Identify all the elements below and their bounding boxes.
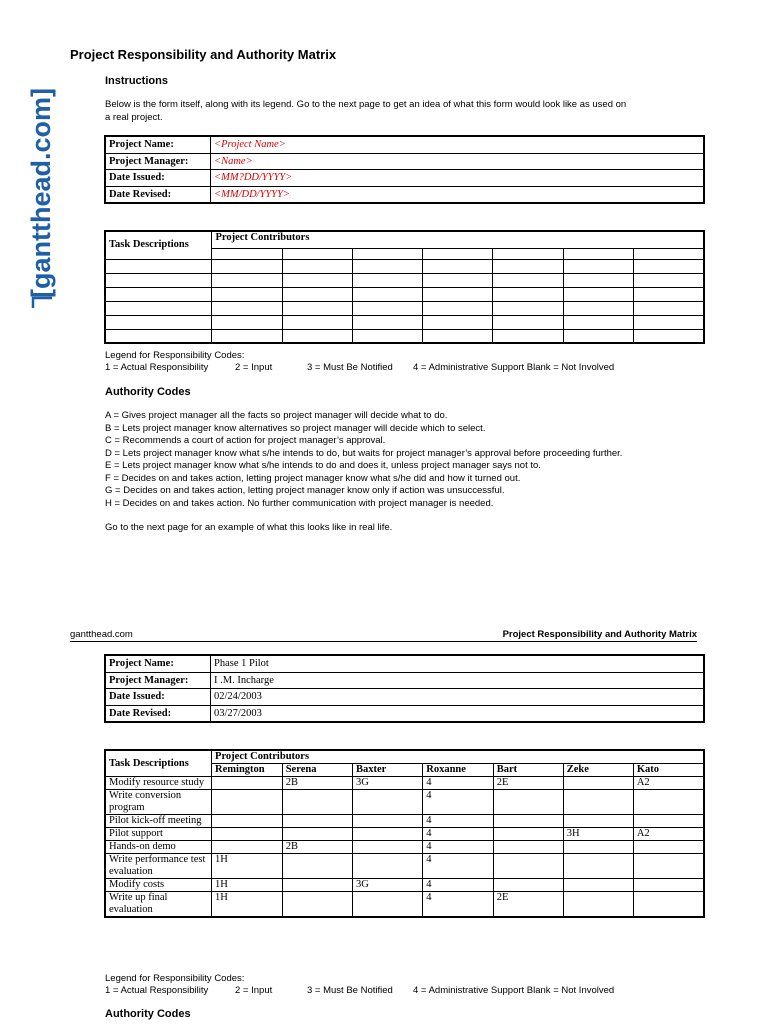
code-cell[interactable]: [212, 287, 282, 301]
code-cell[interactable]: 4: [423, 892, 493, 918]
code-cell[interactable]: [633, 841, 704, 854]
form-row: [105, 153, 704, 170]
code-cell[interactable]: 3G: [352, 777, 422, 790]
code-cell[interactable]: [633, 273, 704, 287]
code-cell[interactable]: [423, 315, 493, 329]
code-cell[interactable]: [212, 777, 283, 790]
code-cell[interactable]: [633, 854, 704, 879]
code-cell[interactable]: [212, 273, 282, 287]
contributor-name: Bart: [493, 764, 563, 777]
legend-code-4: 4 = Administrative Support Blank = Not Involved: [413, 361, 615, 373]
code-cell[interactable]: [563, 259, 633, 273]
code-cell[interactable]: [633, 329, 704, 343]
code-cell[interactable]: [563, 301, 633, 315]
code-cell[interactable]: 1H: [212, 879, 283, 892]
logo-text: [gantthead.com]: [26, 87, 56, 298]
legend-code-3: 3 = Must Be Notified: [307, 984, 393, 996]
code-cell[interactable]: [423, 287, 493, 301]
form-label: Project Name:: [105, 136, 211, 153]
code-cell[interactable]: 4: [423, 879, 493, 892]
header-divider: [70, 641, 697, 642]
table-row: [105, 854, 704, 879]
code-cell[interactable]: [493, 841, 563, 854]
contributor-cell[interactable]: [633, 248, 704, 259]
task-cell[interactable]: Pilot support: [105, 828, 212, 841]
code-cell[interactable]: [563, 315, 633, 329]
task-cell[interactable]: [105, 329, 212, 343]
code-cell[interactable]: [633, 315, 704, 329]
form-label: Date Issued:: [105, 170, 211, 187]
code-cell[interactable]: [493, 828, 563, 841]
code-cell[interactable]: [563, 841, 633, 854]
task-header: Task Descriptions: [105, 231, 212, 259]
code-cell[interactable]: [282, 815, 352, 828]
task-cell[interactable]: Write conversion program: [105, 790, 212, 815]
form-value[interactable]: <MM/DD/YYYY>: [211, 186, 705, 203]
authority-code: C = Recommends a court of action for project manager’s approval.: [105, 435, 386, 446]
contributor-cell[interactable]: [282, 248, 352, 259]
code-cell[interactable]: [282, 854, 352, 879]
code-cell[interactable]: A2: [633, 777, 704, 790]
code-cell[interactable]: [493, 879, 563, 892]
task-cell[interactable]: Write performance test evaluation: [105, 854, 212, 879]
code-cell[interactable]: 1H: [212, 892, 283, 918]
code-cell[interactable]: [212, 790, 283, 815]
code-cell[interactable]: [563, 273, 633, 287]
code-cell[interactable]: [282, 329, 352, 343]
authority-code: B = Lets project manager know alternatives so project manager will decide which to select.: [105, 422, 486, 434]
code-cell[interactable]: [212, 259, 282, 273]
code-cell[interactable]: 4: [423, 841, 493, 854]
code-cell[interactable]: [352, 790, 422, 815]
authority-code: D = Lets project manager know what s/he intends to do, but waits for project manager’s approval before proceeding further.: [105, 447, 623, 459]
table-row: [105, 815, 704, 828]
code-cell[interactable]: [633, 879, 704, 892]
code-cell[interactable]: [493, 315, 563, 329]
form-row: [105, 136, 704, 153]
instructions-line-2: a real project.: [105, 111, 163, 123]
code-cell[interactable]: [352, 273, 422, 287]
code-cell[interactable]: A2: [633, 828, 704, 841]
contributors-header: Project Contributors: [212, 750, 704, 764]
table-row: [105, 828, 704, 841]
code-cell[interactable]: [563, 777, 633, 790]
code-cell[interactable]: [282, 315, 352, 329]
authority-code: G = Decides on and takes action, letting project manager know only if action was unsuccessful.: [105, 485, 505, 496]
code-cell[interactable]: [423, 301, 493, 315]
code-cell[interactable]: [352, 815, 422, 828]
legend-code-2: 2 = Input: [235, 361, 273, 373]
code-cell[interactable]: 3G: [352, 879, 422, 892]
legend-code-1: 1 = Actual Responsibility: [105, 361, 209, 373]
code-cell[interactable]: [493, 815, 563, 828]
authority-code: A = Gives project manager all the facts so project manager will decide what to do.: [105, 410, 448, 421]
code-cell[interactable]: [352, 841, 422, 854]
project-info-form-example: [104, 654, 705, 723]
contributor-name: Kato: [633, 764, 704, 777]
authority-code: H = Decides on and takes action. No further communication with project manager is needed.: [105, 497, 494, 509]
code-cell[interactable]: [633, 892, 704, 918]
logo-arrow-icon: [33, 298, 52, 308]
code-cell[interactable]: 4: [423, 828, 493, 841]
contributor-cell[interactable]: [493, 248, 563, 259]
gantthead-logo[interactable]: [26, 36, 56, 308]
form-value[interactable]: 02/24/2003: [211, 689, 705, 706]
code-cell[interactable]: [282, 790, 352, 815]
code-cell[interactable]: [282, 259, 352, 273]
code-cell[interactable]: [423, 273, 493, 287]
page-title: Project Responsibility and Authority Matrix: [70, 47, 337, 62]
code-cell[interactable]: [563, 790, 633, 815]
authority-heading: Authority Codes: [105, 386, 191, 398]
responsibility-matrix-example: [104, 749, 705, 918]
code-cell[interactable]: 2B: [282, 841, 352, 854]
code-cell[interactable]: [352, 287, 422, 301]
legend-title: Legend for Responsibility Codes:: [105, 973, 245, 984]
code-cell[interactable]: [282, 828, 352, 841]
page2-title: Project Responsibility and Authority Matrix: [502, 629, 697, 640]
form-value[interactable]: Phase 1 Pilot: [211, 655, 705, 672]
code-cell[interactable]: [352, 259, 422, 273]
legend-code-3: 3 = Must Be Notified: [307, 361, 393, 373]
contributor-cell[interactable]: [212, 248, 282, 259]
form-value[interactable]: <Project Name>: [211, 136, 705, 153]
task-cell[interactable]: Modify resource study: [105, 777, 212, 790]
code-cell[interactable]: 2B: [282, 777, 352, 790]
legend-title: Legend for Responsibility Codes:: [105, 350, 245, 361]
table-row: [105, 329, 704, 343]
form-row: [105, 186, 704, 203]
code-cell[interactable]: [493, 287, 563, 301]
code-cell[interactable]: [633, 790, 704, 815]
table-row: [105, 841, 704, 854]
code-cell[interactable]: [563, 879, 633, 892]
table-row: [105, 790, 704, 815]
authority-code: E = Lets project manager know what s/he intends to do and does it, unless project manager says not to.: [105, 460, 541, 471]
code-cell[interactable]: [212, 329, 282, 343]
table-row: [105, 892, 704, 918]
code-cell[interactable]: 1H: [212, 854, 283, 879]
form-label: Date Issued:: [105, 689, 211, 706]
next-page-note: Go to the next page for an example of what this looks like in real life.: [105, 522, 393, 533]
task-cell[interactable]: [105, 287, 212, 301]
code-cell[interactable]: 2E: [493, 777, 563, 790]
code-cell[interactable]: [493, 854, 563, 879]
contributor-cell[interactable]: [423, 248, 493, 259]
code-cell[interactable]: [563, 815, 633, 828]
code-cell[interactable]: [282, 879, 352, 892]
task-cell[interactable]: [105, 259, 212, 273]
code-cell[interactable]: [493, 790, 563, 815]
form-label: Project Manager:: [105, 153, 211, 170]
code-cell[interactable]: [633, 287, 704, 301]
code-cell[interactable]: [282, 301, 352, 315]
table-row: [105, 259, 704, 273]
legend-code-2: 2 = Input: [235, 984, 273, 996]
code-cell[interactable]: [212, 828, 283, 841]
code-cell[interactable]: [563, 892, 633, 918]
task-header: Task Descriptions: [105, 750, 212, 777]
code-cell[interactable]: [563, 329, 633, 343]
code-cell[interactable]: [212, 841, 283, 854]
code-cell[interactable]: [493, 259, 563, 273]
code-cell[interactable]: [563, 854, 633, 879]
code-cell[interactable]: [633, 301, 704, 315]
code-cell[interactable]: 4: [423, 790, 493, 815]
code-cell[interactable]: [212, 815, 283, 828]
code-cell[interactable]: [493, 301, 563, 315]
code-cell[interactable]: [493, 273, 563, 287]
task-cell[interactable]: Modify costs: [105, 879, 212, 892]
code-cell[interactable]: [352, 828, 422, 841]
code-cell[interactable]: 2E: [493, 892, 563, 918]
code-cell[interactable]: [212, 301, 282, 315]
task-cell[interactable]: [105, 273, 212, 287]
task-cell[interactable]: Write up final evaluation: [105, 892, 212, 918]
contributor-cell[interactable]: [563, 248, 633, 259]
task-cell[interactable]: [105, 315, 212, 329]
contributor-name: Zeke: [563, 764, 633, 777]
code-cell[interactable]: [352, 315, 422, 329]
table-row: [105, 777, 704, 790]
legend-2: [105, 973, 614, 996]
code-cell[interactable]: 3H: [563, 828, 633, 841]
table-row: [105, 315, 704, 329]
authority-code: F = Decides on and takes action, letting project manager know what s/he did and how it turned out.: [105, 472, 521, 484]
contributor-name: Serena: [282, 764, 352, 777]
task-cell[interactable]: Pilot kick-off meeting: [105, 815, 212, 828]
contributor-name: Remington: [212, 764, 283, 777]
form-row: [105, 705, 704, 722]
legend-code-4: 4 = Administrative Support Blank = Not Involved: [413, 984, 615, 996]
code-cell[interactable]: [423, 259, 493, 273]
task-cell[interactable]: [105, 301, 212, 315]
code-cell[interactable]: [563, 287, 633, 301]
form-row: [105, 170, 704, 187]
project-info-form-blank: [104, 135, 705, 204]
instructions-text: [105, 99, 705, 124]
task-cell[interactable]: Hands-on demo: [105, 841, 212, 854]
instructions-line-1: Below is the form itself, along with its legend. Go to the next page to get an idea of what this form would look like as used on: [105, 99, 627, 110]
site-name: gantthead.com: [70, 629, 133, 640]
table-row: [105, 879, 704, 892]
code-cell[interactable]: [282, 892, 352, 918]
code-cell[interactable]: [352, 892, 422, 918]
authority-codes-list: [105, 410, 705, 510]
form-value[interactable]: <Name>: [211, 153, 705, 170]
code-cell[interactable]: [352, 329, 422, 343]
table-row: [105, 273, 704, 287]
form-value[interactable]: I .M. Incharge: [211, 672, 705, 689]
code-cell[interactable]: [633, 259, 704, 273]
code-cell[interactable]: [493, 329, 563, 343]
contributor-name: Roxanne: [423, 764, 493, 777]
contributor-name: Baxter: [352, 764, 422, 777]
table-row: [105, 301, 704, 315]
form-label: Date Revised:: [105, 705, 211, 722]
legend-code-1: 1 = Actual Responsibility: [105, 984, 209, 996]
form-label: Project Name:: [105, 655, 211, 672]
form-row: [105, 689, 704, 706]
code-cell[interactable]: [423, 329, 493, 343]
form-row: [105, 655, 704, 672]
table-row: [105, 287, 704, 301]
code-cell[interactable]: [352, 854, 422, 879]
code-cell[interactable]: [633, 815, 704, 828]
form-label: Date Revised:: [105, 186, 211, 203]
form-value[interactable]: 03/27/2003: [211, 705, 705, 722]
code-cell[interactable]: [212, 315, 282, 329]
contributor-cell[interactable]: [352, 248, 422, 259]
responsibility-matrix-blank: [104, 230, 705, 344]
form-label: Project Manager:: [105, 672, 211, 689]
code-cell[interactable]: [282, 273, 352, 287]
form-value[interactable]: <MM?DD/YYYY>: [211, 170, 705, 187]
code-cell[interactable]: [352, 301, 422, 315]
legend: [105, 350, 614, 373]
code-cell[interactable]: 4: [423, 815, 493, 828]
authority-heading-2: Authority Codes: [105, 1008, 191, 1020]
code-cell[interactable]: [282, 287, 352, 301]
contributors-header: Project Contributors: [212, 231, 704, 248]
code-cell[interactable]: 4: [423, 854, 493, 879]
instructions-heading: Instructions: [105, 75, 168, 87]
form-row: [105, 672, 704, 689]
code-cell[interactable]: 4: [423, 777, 493, 790]
